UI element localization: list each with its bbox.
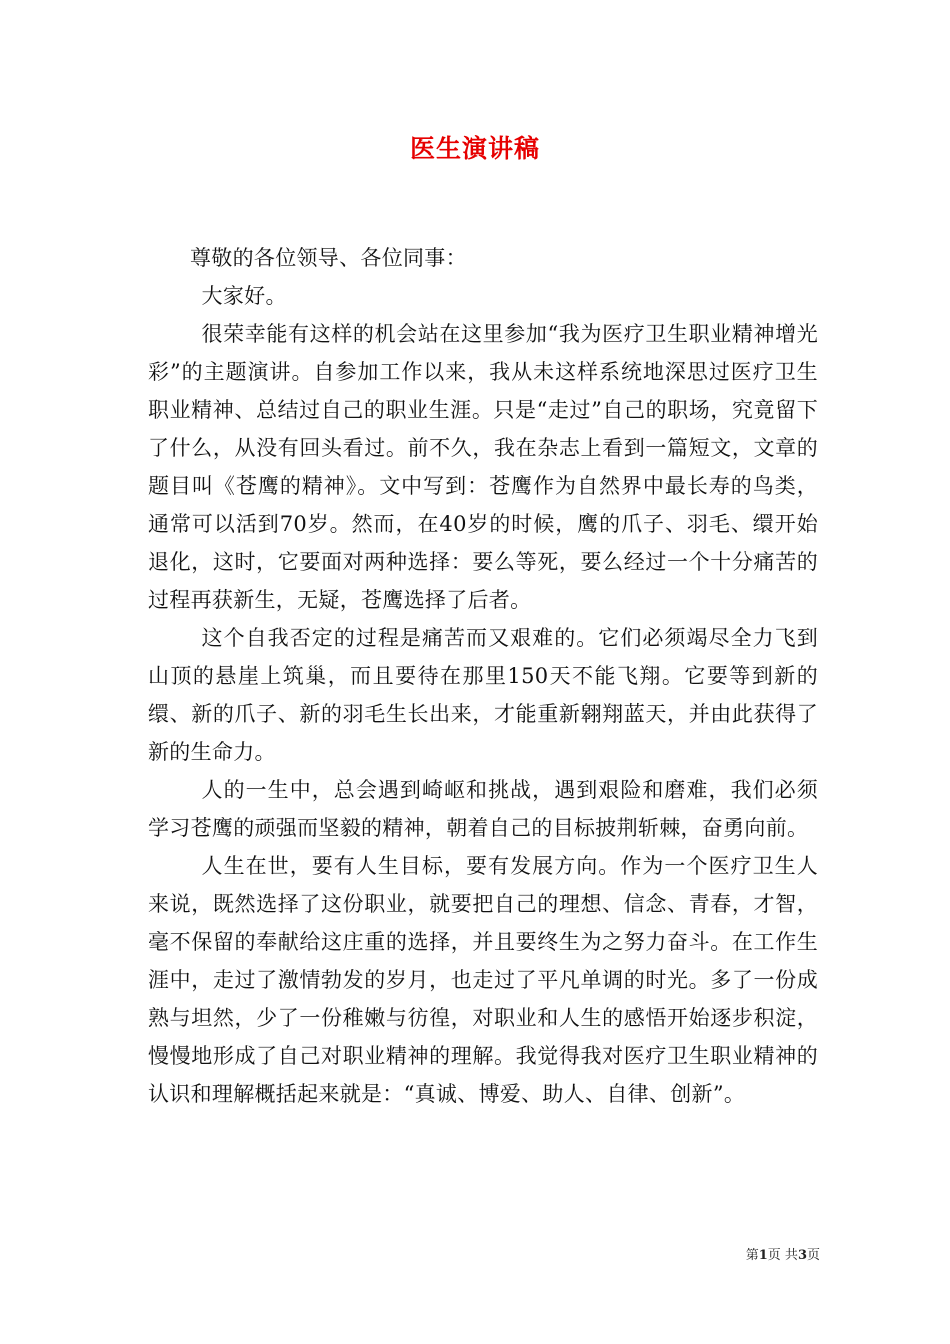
greeting: 大家好。	[201, 284, 287, 308]
footer-middle: 页 共	[767, 1248, 798, 1263]
paragraph: 人生在世，要有人生目标，要有发展方向。作为一个医疗卫生人来说，既然选择了这份职业，就要把自己的理想、信念、青春，才智，毫不保留的奉献给这庄重的选择，并且要终生为之努力奋斗。在工作生涯中，走过了激情勃发的岁月，也走过了平凡单调的时光。多了一份成熟与坦然，少了一份稚嫩与彷徨，对职业和人生的感悟开始逐步积淀，慢慢地形成了自己对职业精神的理解。我觉得我对医疗卫生职业精神的认识和理解概括起来就是：“真诚、博爱、助人、自律、创新”。	[148, 854, 818, 1106]
document-title: 医生演讲稿	[409, 134, 540, 163]
salutation: 尊敬的各位领导、各位同事：	[190, 246, 467, 270]
paragraph: 很荣幸能有这样的机会站在这里参加“我为医疗卫生职业精神增光彩”的主题演讲。自参加工作以来，我从未这样系统地深思过医疗卫生职业精神、总结过自己的职业生涯。只是“走过”自己的职场，究竟留下了什么，从没有回头看过。前不久，我在杂志上看到一篇短文，文章的题目叫《苍鹰的精神》。文中写到：苍鹰作为自然界中最长寿的鸟类，通常可以活到70岁。然而，在40岁的时候，鹰的爪子、羽毛、缳开始退化，这时，它要面对两种选择：要么等死，要么经过一个十分痛苦的过程再获新生，无疑，苍鹰选择了后者。	[148, 322, 818, 612]
paragraph: 人的一生中，总会遇到崎岖和挑战，遇到艰险和磨难，我们必须学习苍鹰的顽强而坚毅的精神，朝着自己的目标披荆斩棘，奋勇向前。	[148, 778, 818, 840]
page-number-footer	[600, 1247, 820, 1265]
paragraph: 这个自我否定的过程是痛苦而又艰难的。它们必须竭尽全力飞到山顶的悬崖上筑巢，而且要待在那里150天不能飞翔。它要等到新的缳、新的爪子、新的羽毛生长出来，才能重新翱翔蓝天，并由此获得了新的生命力。	[148, 626, 818, 764]
current-page-number: 1	[758, 1248, 768, 1263]
document-body	[148, 239, 818, 1113]
footer-prefix: 第	[745, 1248, 759, 1263]
footer-suffix: 页	[806, 1248, 820, 1263]
total-pages-number: 3	[797, 1248, 807, 1263]
